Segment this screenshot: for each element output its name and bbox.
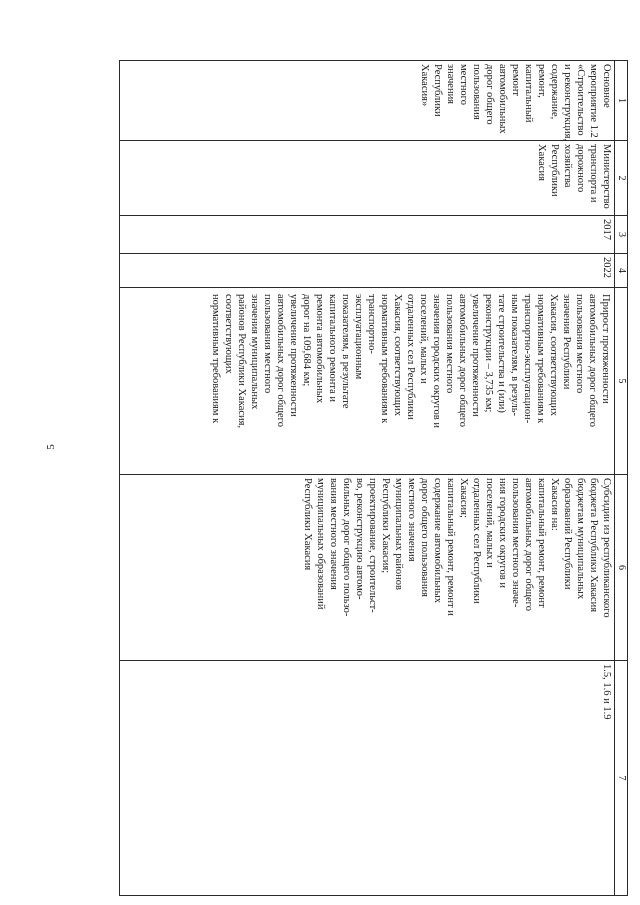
text-line: отдаленных сел Республики xyxy=(405,294,416,420)
text-line: вания местного значения xyxy=(328,478,339,590)
text-line: пользования местного xyxy=(574,294,585,394)
text-line: нормативным требованиям к xyxy=(379,294,390,424)
text-line: транспортно-эксплуатацион- xyxy=(522,294,533,424)
column-header: 3 xyxy=(615,216,628,254)
text-line: соответствующих xyxy=(223,294,234,374)
column-header: 7 xyxy=(615,661,628,896)
measure-name-cell xyxy=(120,61,615,141)
text-line: дорожного xyxy=(575,144,586,193)
text-line: показателям, в результате xyxy=(340,294,351,409)
text-line: автомобильных дорог общего xyxy=(587,294,598,427)
text-line: «Строительство xyxy=(575,64,586,136)
text-line: транспорта и xyxy=(588,144,599,203)
text-line: пользования местного xyxy=(262,294,273,394)
text-line: ния городских округов и xyxy=(497,478,508,588)
text-line: Министерство xyxy=(601,144,612,209)
text-line: значения Республики xyxy=(561,294,572,390)
text-line: ремонта автомобильных xyxy=(314,294,325,404)
text-line: ремонт, xyxy=(536,64,547,98)
text-line: и реконструкция, xyxy=(562,64,573,142)
text-line: хозяйства xyxy=(562,144,573,188)
text-line: во, реконструкцию автомо- xyxy=(354,478,365,600)
text-line: тате строительства и (или) xyxy=(496,294,507,413)
text-line: районов Республики Хакасия, xyxy=(236,294,247,429)
expected-result-lines xyxy=(121,291,613,471)
text-line: дорог на 109,684 км; xyxy=(301,294,312,387)
text-line: автомобильных дорог общего xyxy=(523,478,534,611)
text-line: капитальный ремонт, ремонт и xyxy=(445,478,456,616)
text-line: поселений, малых и xyxy=(484,478,495,568)
text-line: образований Республики xyxy=(562,478,573,590)
column-header: 1 xyxy=(615,61,628,141)
text-line: значения городских округов и xyxy=(431,294,442,428)
text-line: пользования xyxy=(471,64,482,120)
table-row xyxy=(120,61,615,896)
text-line: автомобильных дорог общего xyxy=(457,294,468,427)
text-line: бюджета Республики Хакасия xyxy=(588,478,599,613)
text-line: нормативным требованиям к xyxy=(535,294,546,424)
text-line: Республики Хакасия xyxy=(302,478,313,571)
text-line: Основное xyxy=(601,64,612,108)
text-line: Республики xyxy=(549,144,560,197)
measure-name-lines xyxy=(418,64,613,142)
text-line: капитального ремонта и xyxy=(327,294,338,403)
text-line: бюджетам муниципальных xyxy=(575,478,586,600)
text-line: бильных дорог общего пользо- xyxy=(341,478,352,617)
text-line: проектирование, строительст- xyxy=(367,478,378,613)
executor-lines xyxy=(535,144,613,212)
text-line: значения xyxy=(445,64,456,105)
executor-cell xyxy=(120,141,615,216)
text-line: муниципальных образований xyxy=(315,478,326,610)
text-line: Хакасия на: xyxy=(549,478,560,531)
indicator-link-cell: 1.5, 1.6 и 1.9 xyxy=(120,661,615,896)
text-line: значения муниципальных xyxy=(249,294,260,410)
text-line: транспортно- xyxy=(366,294,377,354)
text-line: нормативным требованиям к xyxy=(210,294,221,424)
text-line: увеличение протяженности xyxy=(470,294,481,417)
text-line: эксплуатационным xyxy=(353,294,364,380)
text-line: Субсидии из республиканского xyxy=(601,478,612,618)
text-line: пользования местного xyxy=(444,294,455,394)
text-line: Хакасия, соответствующих xyxy=(392,294,403,416)
end-year-cell: 2022 xyxy=(120,254,615,288)
column-header: 2 xyxy=(615,141,628,216)
text-line: местного xyxy=(458,64,469,105)
text-line: ремонт xyxy=(510,64,521,97)
page-number: 5 xyxy=(45,444,57,450)
header-row xyxy=(615,61,628,896)
program-table xyxy=(119,60,628,896)
text-line: дорог общего xyxy=(484,64,495,125)
text-line: ным показателям, в резуль- xyxy=(509,294,520,417)
text-line: мероприятие 1.2 xyxy=(588,64,599,138)
activity-description-cell xyxy=(120,475,615,661)
text-line: Хакасия, соответствующих xyxy=(548,294,559,416)
column-header: 6 xyxy=(615,475,628,661)
column-header: 5 xyxy=(615,288,628,475)
rotated-page-content xyxy=(98,60,628,895)
activity-description-lines xyxy=(301,478,613,657)
text-line: муниципальных районов xyxy=(393,478,404,590)
text-line: увеличение протяженности xyxy=(288,294,299,417)
text-line: Хакасия; xyxy=(458,478,469,518)
text-line: автомобильных дорог общего xyxy=(275,294,286,427)
text-line: Прирост протяженности xyxy=(600,294,611,404)
text-line: пользования местного значе- xyxy=(510,478,521,608)
text-line: реконструкции – 3,735 км; xyxy=(483,294,494,413)
column-header: 4 xyxy=(615,254,628,288)
start-year-cell: 2017 xyxy=(120,216,615,254)
text-line: автомобильных xyxy=(497,64,508,134)
text-line: содержание автомобильных xyxy=(432,478,443,603)
text-line: капитальный xyxy=(523,64,534,123)
text-line: отдаленных сел Республики xyxy=(471,478,482,604)
text-line: Республики xyxy=(432,64,443,117)
text-line: поселений, малых и xyxy=(418,294,429,384)
text-line: местного значения xyxy=(406,478,417,562)
text-line: Хакасия xyxy=(536,144,547,181)
text-line: Хакасия» xyxy=(419,64,430,107)
text-line: капитальный ремонт, ремонт xyxy=(536,478,547,608)
text-line: Республики Хакасия; xyxy=(380,478,391,574)
expected-result-cell xyxy=(120,288,615,475)
text-line: дорог общего пользования xyxy=(419,478,430,597)
text-line: содержание, xyxy=(549,64,560,120)
